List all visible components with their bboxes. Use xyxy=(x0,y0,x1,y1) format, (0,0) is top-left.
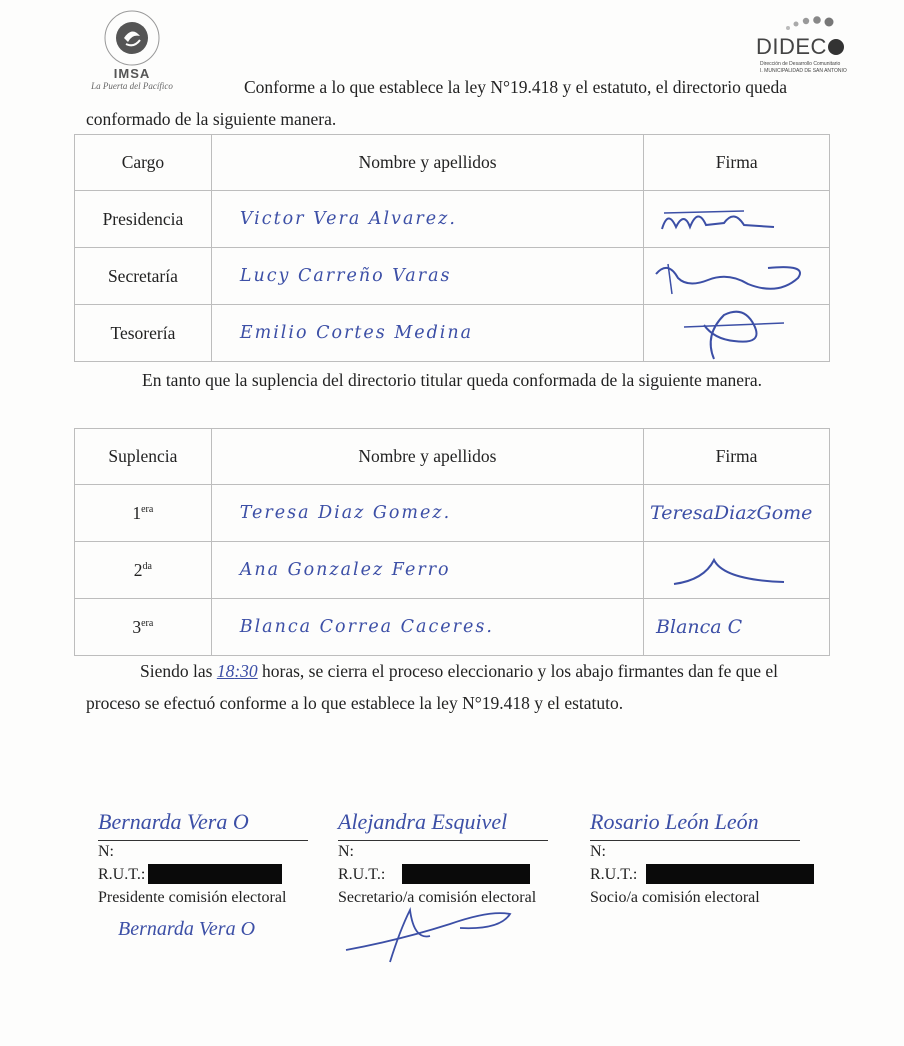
signature-line xyxy=(590,840,800,841)
suplencia-table xyxy=(74,428,830,656)
signature-drawing xyxy=(340,900,530,966)
header-firma: Firma xyxy=(644,429,830,485)
cargo-cell: Tesorería xyxy=(75,305,212,362)
name-cell: Lucy Carreño Varas xyxy=(211,248,644,305)
n-label: N: xyxy=(590,843,606,860)
signer-signature: Rosario León León xyxy=(590,809,759,834)
redacted-rut xyxy=(402,864,530,884)
header-cargo: Cargo xyxy=(75,135,212,191)
signature-cell: Blanca C xyxy=(644,599,830,656)
dideco-dots-icon xyxy=(780,12,840,34)
suplencia-number: $1^{era}$ xyxy=(75,485,212,542)
header-nombre: Nombre y apellidos xyxy=(211,135,644,191)
signer-signature: Bernarda Vera O xyxy=(98,809,249,834)
table-row xyxy=(75,305,830,362)
signature-line xyxy=(338,840,548,841)
signature-drawing xyxy=(648,254,818,300)
intro-text: Conforme a lo que establece la ley N°19.418 y el estatuto, el directorio queda conformado de la siguiente manera. xyxy=(86,77,787,129)
signature-cell xyxy=(644,305,830,362)
signer-role: Socio/a comisión electoral xyxy=(590,889,760,906)
signature-drawing xyxy=(654,199,814,239)
dideco-line1: Dirección de Desarrollo Comunitario xyxy=(760,61,841,67)
table-row xyxy=(75,485,830,542)
dideco-o-icon xyxy=(828,39,844,55)
closing-before: Siendo las xyxy=(140,661,213,681)
suplencia-number: $2^{da}$ xyxy=(75,542,212,599)
name-cell: Teresa Diaz Gomez. xyxy=(211,485,643,542)
redacted-rut xyxy=(148,864,282,884)
header-firma: Firma xyxy=(644,135,830,191)
header-nombre: Nombre y apellidos xyxy=(211,429,643,485)
name-cell: Ana Gonzalez Ferro xyxy=(211,542,643,599)
signature-line xyxy=(98,840,308,841)
closing-after: horas, se cierra el proceso eleccionario y los abajo firmantes dan fe que el proceso se efectuó conforme a lo que establece la ley N°19.418 y el estatuto. xyxy=(86,661,779,713)
signer-role: Secretario/a comisión electoral xyxy=(338,889,537,906)
cargo-cell: Secretaría xyxy=(75,248,212,305)
signature-cell xyxy=(644,248,830,305)
dideco-name: DIDEC xyxy=(756,34,844,60)
imsa-name: IMSA xyxy=(113,66,151,81)
name-cell: Blanca Correa Caceres. xyxy=(211,599,643,656)
table-header-row xyxy=(75,429,830,485)
signer-signature: Alejandra Esquivel xyxy=(338,809,508,834)
directorio-table xyxy=(74,134,830,362)
signature-drawing xyxy=(664,552,804,592)
imsa-tagline: La Puerta del Pacífico xyxy=(91,81,173,91)
rut-label: R.U.T.: xyxy=(590,866,638,883)
n-label: N: xyxy=(98,843,114,860)
rut-label: R.U.T.: xyxy=(98,866,146,883)
signature-cell xyxy=(644,542,830,599)
table-row xyxy=(75,542,830,599)
extra-signature: Bernarda Vera O xyxy=(118,918,256,940)
closing-hour: 18 xyxy=(216,661,235,681)
closing-paragraph xyxy=(86,655,826,719)
suplencia-paragraph xyxy=(86,364,826,396)
rut-label: R.U.T.: xyxy=(338,866,386,883)
imsa-emblem-icon xyxy=(102,8,162,68)
name-cell: Victor Vera Alvarez. xyxy=(211,191,644,248)
suplencia-text: En tanto que la suplencia del directorio titular queda conformada de la siguiente manera. xyxy=(142,370,763,390)
table-row xyxy=(75,599,830,656)
header-suplencia: Suplencia xyxy=(75,429,212,485)
redacted-rut xyxy=(646,864,814,884)
n-label: N: xyxy=(338,843,354,860)
closing-minutes: 30 xyxy=(240,661,258,681)
table-row xyxy=(75,248,830,305)
cargo-cell: Presidencia xyxy=(75,191,212,248)
suplencia-number: $3^{era}$ xyxy=(75,599,212,656)
table-header-row xyxy=(75,135,830,191)
signer-role: Presidente comisión electoral xyxy=(98,889,287,906)
signature-cell: TeresaDiazGome xyxy=(644,485,830,542)
dideco-line2: I. MUNICIPALIDAD DE SAN ANTONIO xyxy=(760,68,847,74)
intro-paragraph xyxy=(86,71,826,135)
signature-drawing xyxy=(674,305,814,365)
name-cell: Emilio Cortes Medina xyxy=(211,305,644,362)
table-row xyxy=(75,191,830,248)
closing-separator: : xyxy=(234,661,241,681)
signature-cell xyxy=(644,191,830,248)
